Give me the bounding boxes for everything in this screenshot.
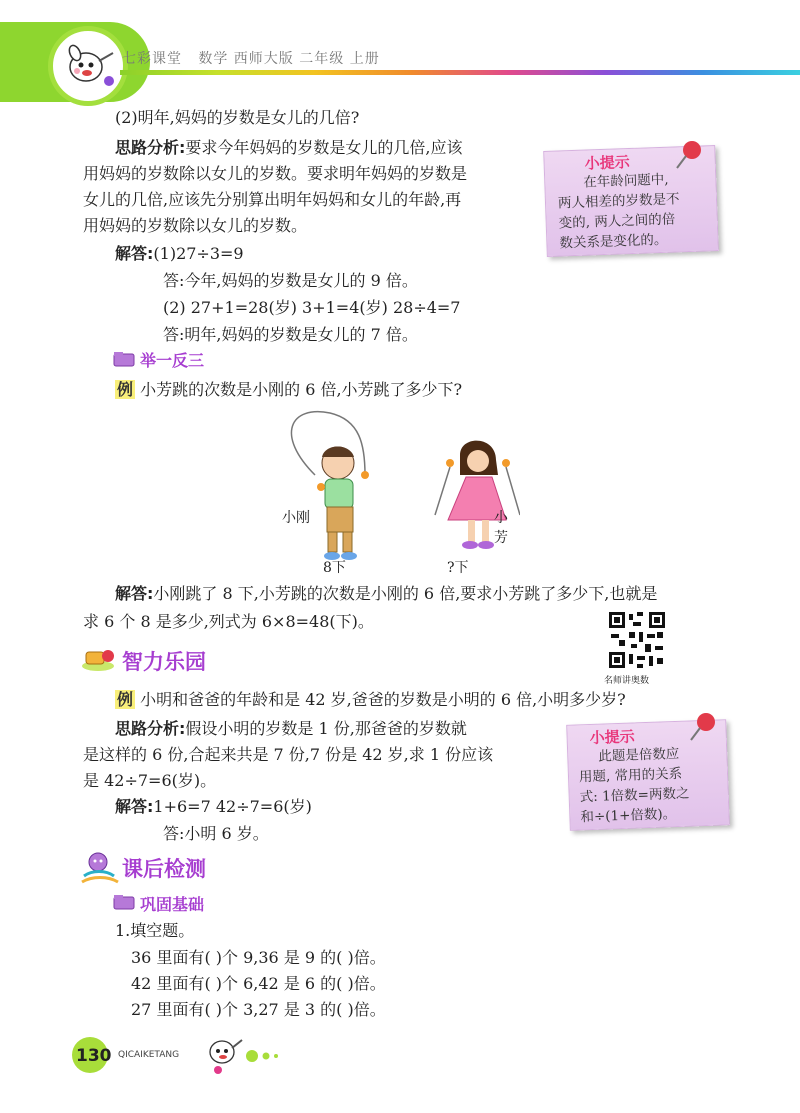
consolidate-subtitle: 巩固基础: [140, 895, 205, 914]
check-mascot-icon: [78, 848, 120, 886]
puzzle-analysis-label: 思路分析:: [115, 719, 186, 738]
analysis-line-1: [115, 138, 463, 158]
example-badge: 例: [117, 380, 134, 399]
footer-brand: QICAIKETANG: [118, 1050, 180, 1060]
q1-line-3: 27 里面有( )个 3,27 是 3 的( )倍。: [131, 1000, 386, 1019]
pushpin-icon-2: [686, 710, 720, 744]
q1-line-2: 42 里面有( )个 6,42 是 6 的( )倍。: [131, 974, 386, 993]
tip2-line-1: 此题是倍数应: [598, 745, 680, 765]
tip2-line-3: 式: 1倍数=两数之: [579, 785, 690, 806]
tip-title-1: 小提示: [584, 153, 630, 173]
puzzle-analysis-text-1: 假设小明的岁数是 1 份,那爸爸的岁数就: [185, 719, 467, 738]
practice-example: [115, 380, 462, 400]
puzzle-analysis-line-1: [115, 719, 467, 739]
answer-line-2: 答:今年,妈妈的岁数是女儿的 9 倍。: [163, 271, 418, 290]
puzzle-analysis-line-2: 是这样的 6 份,合起来共是 7 份,7 份是 42 岁,求 1 份应该: [83, 745, 494, 764]
puzzle-answer-label: 解答:: [115, 797, 154, 816]
practice-answer-line-1: [115, 584, 657, 604]
practice-title: 举一反三: [140, 351, 205, 370]
puzzle-example-text: 小明和爸爸的年龄和是 42 岁,爸爸的岁数是小明的 6 倍,小明多少岁?: [140, 690, 626, 709]
tip2-line-4: 和÷(1+倍数)。: [580, 806, 677, 826]
kid1-name: 小刚: [282, 510, 310, 526]
analysis-line-3: 女儿的几倍,应该先分别算出明年妈妈和女儿的年龄,再: [83, 190, 462, 209]
tip-title-2: 小提示: [589, 727, 635, 748]
tip1-line-4: 数关系是变化的。: [559, 231, 668, 252]
tip1-line-1: 在年龄问题中,: [583, 171, 669, 191]
q1-line-1: 36 里面有( )个 9,36 是 9 的( )倍。: [131, 948, 386, 967]
header-rainbow-rule: [120, 70, 800, 75]
analysis-label: 思路分析:: [115, 138, 186, 157]
puzzle-answer-line-2: 答:小明 6 岁。: [163, 824, 269, 843]
answer-line-3: (2) 27+1=28(岁) 3+1=4(岁) 28÷4=7: [163, 298, 461, 317]
answer-line-1: [115, 244, 244, 264]
series-name: 七彩课堂: [122, 51, 182, 67]
analysis-text-1: 要求今年妈妈的岁数是女儿的几倍,应该: [185, 138, 463, 157]
kid1-count: 8下: [323, 560, 346, 576]
puzzle-section-title: 智力乐园: [122, 650, 206, 674]
answer-text-1: (1)27÷3=9: [153, 244, 244, 263]
header-title: [122, 48, 380, 68]
puzzle-example-badge: 例: [117, 690, 134, 709]
pushpin-icon: [672, 138, 706, 172]
puzzle-park-icon: [80, 644, 118, 672]
qr-caption: 名师讲奥数: [604, 676, 650, 686]
kid2-name: 小芳: [494, 510, 508, 546]
footer-mascot-icon: [200, 1030, 290, 1078]
practice-answer-line-2: 求 6 个 8 是多少,列式为 6×8=48(下)。: [83, 612, 374, 631]
puzzle-analysis-line-3: 是 42÷7=6(岁)。: [83, 771, 217, 790]
answer-line-4: 答:明年,妈妈的岁数是女儿的 7 倍。: [163, 325, 418, 344]
check-section-title: 课后检测: [122, 857, 206, 881]
analysis-line-4: 用妈妈的岁数除以女儿的岁数。: [83, 216, 308, 235]
folder-icon-2: [113, 893, 137, 911]
q1-title: 1.填空题。: [115, 921, 195, 940]
header-mascot-icon: [48, 26, 128, 106]
tip1-line-2: 两人相差的岁数是不: [557, 191, 680, 212]
answer-label: 解答:: [115, 244, 154, 263]
puzzle-answer-text-1: 1+6=7 42÷7=6(岁): [153, 797, 312, 816]
kids-illustration: [270, 405, 520, 573]
jump-rope-illustration: [270, 405, 520, 576]
practice-answer-text-1: 小刚跳了 8 下,小芳跳的次数是小刚的 6 倍,要求小芳跳了多少下,也就是: [153, 584, 658, 603]
practice-answer-label: 解答:: [115, 584, 154, 603]
analysis-line-2: 用妈妈的岁数除以女儿的岁数。要求明年妈妈的岁数是: [83, 164, 468, 183]
practice-example-text: 小芳跳的次数是小刚的 6 倍,小芳跳了多少下?: [140, 380, 463, 399]
subject-info: 数学 西师大版 二年级 上册: [198, 51, 380, 67]
page-number: 130: [76, 1046, 112, 1066]
qr-code-icon[interactable]: [607, 610, 667, 670]
question-2: (2)明年,妈妈的岁数是女儿的几倍?: [115, 108, 360, 127]
folder-icon: [113, 350, 137, 368]
puzzle-example: [115, 690, 626, 710]
tip1-line-3: 变的, 两人之间的倍: [558, 211, 676, 232]
kid2-count: ?下: [447, 560, 469, 576]
tip2-line-2: 用题, 常用的关系: [578, 765, 683, 786]
puzzle-answer-line-1: [115, 797, 312, 817]
